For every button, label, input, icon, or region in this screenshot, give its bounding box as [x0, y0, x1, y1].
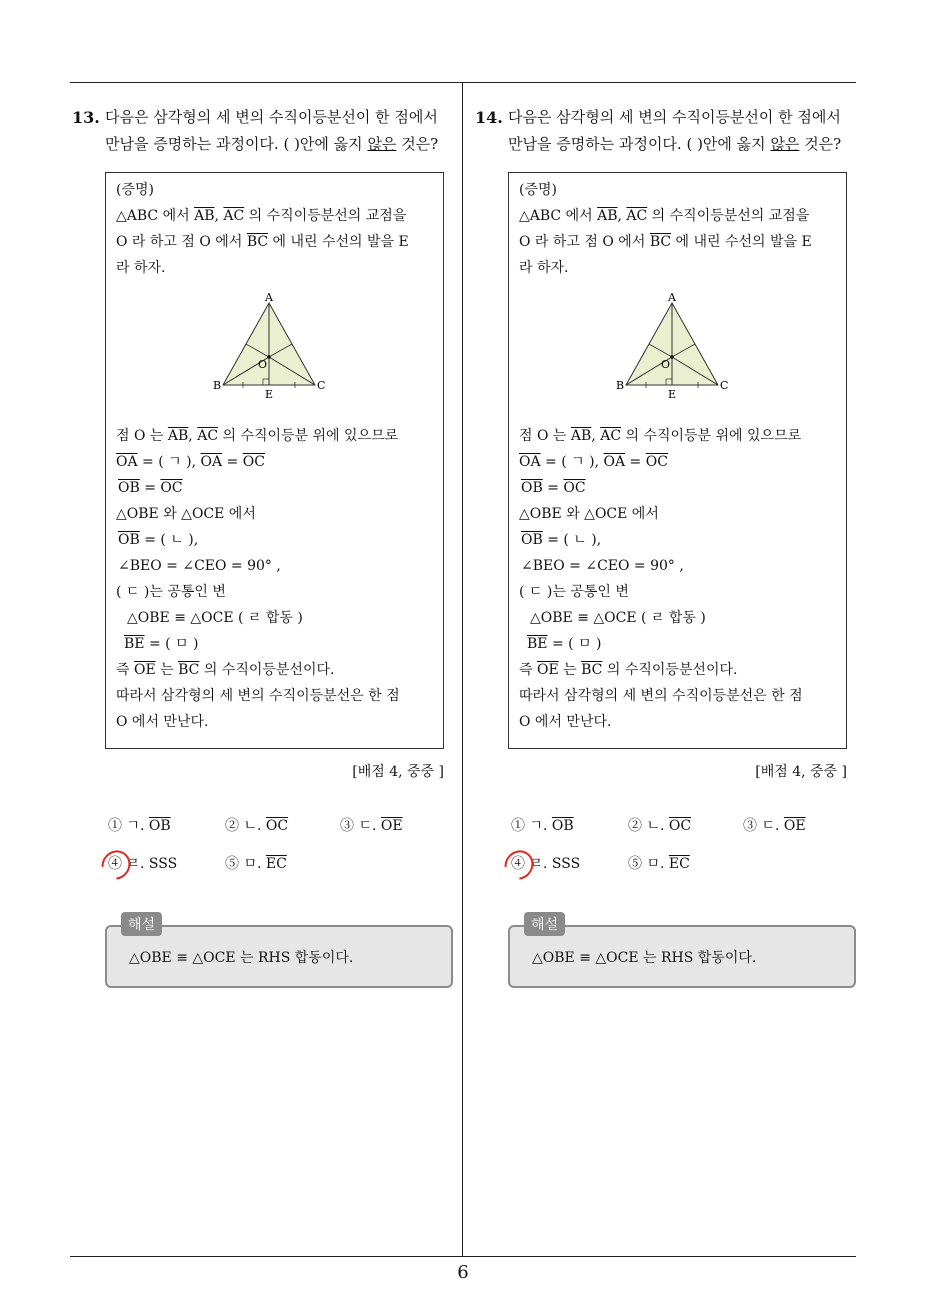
vertex-label-a: A: [265, 293, 273, 304]
vertex-label-o: O: [258, 358, 268, 371]
proof-line: O 에서 만난다.: [116, 714, 209, 730]
solution-box: [508, 917, 856, 988]
vertex-label-c: C: [317, 379, 326, 392]
bottom-rule: [70, 1256, 856, 1257]
choice-1[interactable]: ① ㄱ. $\overline{OB}$: [511, 818, 574, 834]
answer-circle-mark: [96, 845, 137, 886]
proof-line: $\overline{BE}$ = ( ㅁ ): [124, 636, 199, 652]
proof-line: 즉 $\overline{OE}$ 는 $\overline{BC}$ 의 수직이등분선이다.: [519, 662, 738, 678]
proof-line: $\overline{OB}$ = ( ㄴ ),: [118, 532, 199, 548]
vertex-label-e: E: [265, 388, 274, 401]
page-number: 6: [457, 1262, 469, 1283]
choice-2[interactable]: ② ㄴ. $\overline{OC}$: [225, 818, 289, 834]
choice-5[interactable]: ⑤ ㅁ. $\overline{EC}$: [225, 856, 287, 872]
vertex-label-b: B: [213, 379, 222, 392]
proof-line: $\overline{OB} = \overline{OC}$: [118, 480, 183, 496]
proof-line: △OBE 와 △OCE 에서: [116, 506, 256, 522]
triangle-figure: [211, 293, 341, 407]
solution-tag: 해설: [524, 912, 565, 936]
proof-line: △OBE ≡ △OCE ( ㄹ 합동 ): [127, 610, 303, 626]
proof-line: 따라서 삼각형의 세 변의 수직이등분선은 한 점: [116, 688, 400, 704]
stem-underlined: 않은: [770, 135, 800, 153]
proof-line: △ABC 에서 $\overline{AB}$, $\overline{AC}$ 의 수직이등분선의 교점을: [519, 208, 810, 224]
solution-text: △OBE ≡ △OCE 는 RHS 합동이다.: [129, 950, 354, 966]
stem-line-1: 다음은 삼각형의 세 변의 수직이등분선이 한 점에서: [105, 108, 438, 126]
proof-line: $\overline{BE}$ = ( ㅁ ): [527, 636, 602, 652]
answer-choices: [108, 815, 456, 895]
solution-tag: 해설: [121, 912, 162, 936]
vertex-label-o: O: [661, 358, 671, 371]
proof-box: [508, 172, 847, 749]
proof-line: $\overline{OB} = \overline{OC}$: [521, 480, 586, 496]
answer-circle-mark: [499, 845, 540, 886]
choice-3[interactable]: ③ ㄷ. $\overline{OE}$: [340, 818, 403, 834]
question-stem: [72, 104, 456, 158]
solution-text: △OBE ≡ △OCE 는 RHS 합동이다.: [532, 950, 757, 966]
proof-line: ( ㄷ )는 공통인 변: [519, 584, 629, 600]
proof-line: 라 하자.: [519, 260, 569, 276]
stem-line-2: 만남을 증명하는 과정이다. ( )안에 옳지 않은 것은?: [508, 135, 842, 153]
proof-line: ∠BEO = ∠CEO = 90° ,: [521, 558, 684, 574]
stem-line-2: 만남을 증명하는 과정이다. ( )안에 옳지 않은 것은?: [105, 135, 439, 153]
proof-line: O 라 하고 점 O 에서 $\overline{BC}$ 에 내린 수선의 발을 E: [116, 234, 409, 250]
stem-line-1: 다음은 삼각형의 세 변의 수직이등분선이 한 점에서: [508, 108, 841, 126]
question-number: 14.: [475, 108, 503, 127]
choice-4[interactable]: ④ ㄹ. SSS: [511, 856, 581, 872]
proof-line: $\overline{OA}$ = ( ㄱ ), $\overline{OA} = \overline{OC}$: [519, 454, 668, 470]
proof-line: △OBE ≡ △OCE ( ㄹ 합동 ): [530, 610, 706, 626]
choice-5[interactable]: ⑤ ㅁ. $\overline{EC}$: [628, 856, 690, 872]
proof-line: 따라서 삼각형의 세 변의 수직이등분선은 한 점: [519, 688, 803, 704]
proof-line: O 라 하고 점 O 에서 $\overline{BC}$ 에 내린 수선의 발을 E: [519, 234, 812, 250]
stem-underlined: 않은: [367, 135, 397, 153]
proof-line: 즉 $\overline{OE}$ 는 $\overline{BC}$ 의 수직이등분선이다.: [116, 662, 335, 678]
choice-1[interactable]: ① ㄱ. $\overline{OB}$: [108, 818, 171, 834]
proof-line: $\overline{OA}$ = ( ㄱ ), $\overline{OA} = \overline{OC}$: [116, 454, 265, 470]
proof-line: △ABC 에서 $\overline{AB}$, $\overline{AC}$ 의 수직이등분선의 교점을: [116, 208, 407, 224]
question-13: [72, 104, 456, 988]
column-divider: [462, 82, 463, 1257]
choice-4[interactable]: ④ ㄹ. SSS: [108, 856, 178, 872]
proof-line: O 에서 만난다.: [519, 714, 612, 730]
triangle-figure: [614, 293, 744, 407]
proof-box: [105, 172, 444, 749]
score-label: [배점 4, 중중 ]: [755, 764, 847, 780]
vertex-label-e: E: [668, 388, 677, 401]
proof-line: 점 O 는 $\overline{AB}$, $\overline{AC}$ 의 수직이등분 위에 있으므로: [519, 428, 802, 444]
top-rule: [70, 82, 856, 83]
question-14: [475, 104, 859, 988]
solution-box: [105, 917, 453, 988]
score-label: [배점 4, 중중 ]: [352, 764, 444, 780]
vertex-label-c: C: [720, 379, 729, 392]
vertex-label-b: B: [616, 379, 625, 392]
proof-line: 점 O 는 $\overline{AB}$, $\overline{AC}$ 의 수직이등분 위에 있으므로: [116, 428, 399, 444]
vertex-label-a: A: [668, 293, 676, 304]
question-number: 13.: [72, 108, 100, 127]
proof-line: (증명): [116, 182, 154, 198]
choice-2[interactable]: ② ㄴ. $\overline{OC}$: [628, 818, 692, 834]
choice-3[interactable]: ③ ㄷ. $\overline{OE}$: [743, 818, 806, 834]
question-stem: [475, 104, 859, 158]
proof-line: $\overline{OB}$ = ( ㄴ ),: [521, 532, 602, 548]
proof-line: 라 하자.: [116, 260, 166, 276]
answer-choices: [511, 815, 859, 895]
proof-line: ∠BEO = ∠CEO = 90° ,: [118, 558, 281, 574]
proof-line: ( ㄷ )는 공통인 변: [116, 584, 226, 600]
proof-line: (증명): [519, 182, 557, 198]
proof-line: △OBE 와 △OCE 에서: [519, 506, 659, 522]
